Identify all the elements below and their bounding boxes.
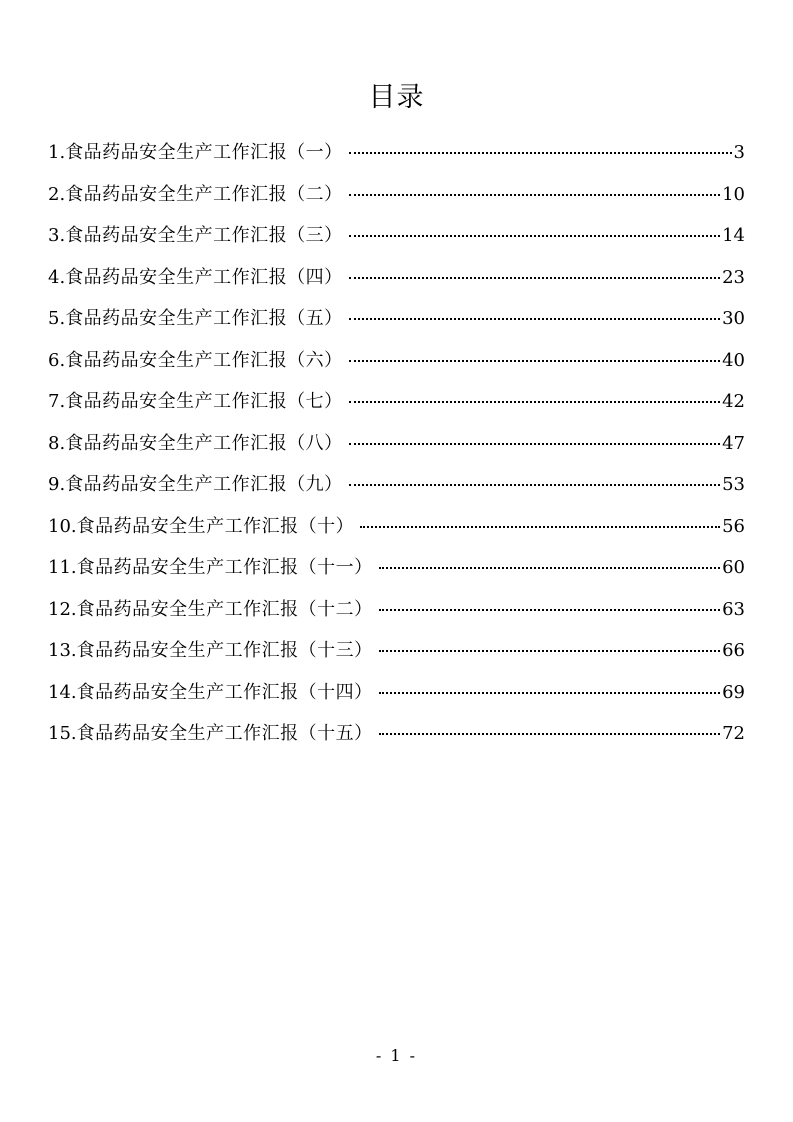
toc-entry-page: 60 [722, 557, 745, 578]
toc-entry[interactable] [48, 597, 745, 639]
toc-entry[interactable] [48, 140, 745, 182]
toc-dot-leader [379, 566, 720, 569]
toc-entry-number: 9. [48, 474, 66, 495]
toc-entry-number: 3. [48, 225, 66, 246]
toc-entry-title: 食品药品安全生产工作汇报（八） [65, 432, 343, 454]
toc-entry-title: 食品药品安全生产工作汇报（十四） [76, 681, 373, 703]
toc-entry-page: 14 [722, 225, 745, 246]
toc-entry-page: 23 [722, 266, 745, 288]
toc-entry-number: 10. [48, 515, 77, 537]
toc-entry[interactable] [48, 265, 745, 307]
toc-entry-title: 食品药品安全生产工作汇报（一） [65, 142, 343, 163]
toc-entry[interactable] [48, 514, 745, 556]
toc-entry-number: 11. [48, 557, 77, 578]
toc-entry-title: 食品药品安全生产工作汇报（六） [65, 349, 343, 371]
toc-entry-page: 30 [722, 308, 745, 329]
toc-dot-leader [379, 691, 720, 694]
toc-entry-page: 53 [722, 474, 745, 495]
toc-entry-number: 15. [48, 723, 77, 744]
toc-entry-number: 4. [48, 266, 66, 288]
toc-entry-number: 1. [48, 142, 66, 163]
toc-dot-leader [349, 359, 720, 362]
toc-entry-number: 12. [48, 598, 77, 620]
toc-entry-title: 食品药品安全生产工作汇报（九） [65, 474, 343, 495]
toc-entry[interactable] [48, 721, 745, 763]
toc-entry-number: 6. [48, 349, 66, 371]
toc-entry[interactable] [48, 431, 745, 473]
toc-entry-title: 食品药品安全生产工作汇报（十五） [76, 723, 373, 744]
toc-entry[interactable] [48, 680, 745, 722]
toc-entry-page: 42 [722, 391, 745, 412]
toc-entry-number: 14. [48, 681, 77, 703]
toc-entry-page: 63 [722, 598, 745, 620]
toc-entry[interactable] [48, 306, 745, 348]
toc-entry-page: 3 [733, 142, 745, 163]
toc-entry-number: 5. [48, 308, 66, 329]
toc-dot-leader [360, 525, 720, 528]
page-title: 目录 [368, 82, 425, 114]
toc-entry-page: 10 [722, 183, 745, 205]
toc-dot-leader [349, 193, 720, 196]
toc-entry[interactable] [48, 472, 745, 514]
toc-entry-title: 食品药品安全生产工作汇报（十二） [76, 598, 373, 620]
toc-entry[interactable] [48, 555, 745, 597]
table-of-contents [48, 140, 745, 763]
toc-entry-number: 8. [48, 432, 66, 454]
toc-entry[interactable] [48, 348, 745, 390]
toc-dot-leader [349, 400, 720, 403]
toc-dot-leader [349, 442, 720, 445]
toc-entry-page: 56 [722, 515, 745, 537]
toc-entry-page: 69 [722, 681, 745, 703]
toc-dot-leader [379, 649, 720, 652]
toc-entry[interactable] [48, 223, 745, 265]
toc-entry-title: 食品药品安全生产工作汇报（四） [65, 266, 343, 288]
toc-entry[interactable] [48, 182, 745, 224]
toc-entry-page: 40 [722, 349, 745, 371]
toc-dot-leader [349, 234, 720, 237]
toc-dot-leader [349, 317, 720, 320]
toc-entry[interactable] [48, 389, 745, 431]
toc-entry-title: 食品药品安全生产工作汇报（七） [65, 391, 343, 412]
toc-entry-number: 13. [48, 640, 77, 661]
toc-entry-page: 47 [722, 432, 745, 454]
toc-entry-title: 食品药品安全生产工作汇报（十三） [76, 640, 373, 661]
toc-dot-leader [379, 732, 720, 735]
toc-dot-leader [349, 483, 720, 486]
toc-entry-page: 72 [722, 723, 745, 744]
toc-entry-title: 食品药品安全生产工作汇报（二） [65, 183, 343, 205]
toc-entry-number: 2. [48, 183, 66, 205]
toc-entry-number: 7. [48, 391, 66, 412]
toc-entry-title: 食品药品安全生产工作汇报（三） [65, 225, 343, 246]
page-number-footer: - 1 - [375, 1046, 418, 1065]
toc-entry-title: 食品药品安全生产工作汇报（十一） [76, 557, 373, 578]
toc-dot-leader [349, 151, 732, 154]
toc-dot-leader [379, 608, 720, 611]
toc-entry[interactable] [48, 638, 745, 680]
toc-entry-title: 食品药品安全生产工作汇报（五） [65, 308, 343, 329]
toc-dot-leader [349, 276, 720, 279]
toc-entry-page: 66 [722, 640, 745, 661]
toc-entry-title: 食品药品安全生产工作汇报（十） [76, 515, 355, 537]
